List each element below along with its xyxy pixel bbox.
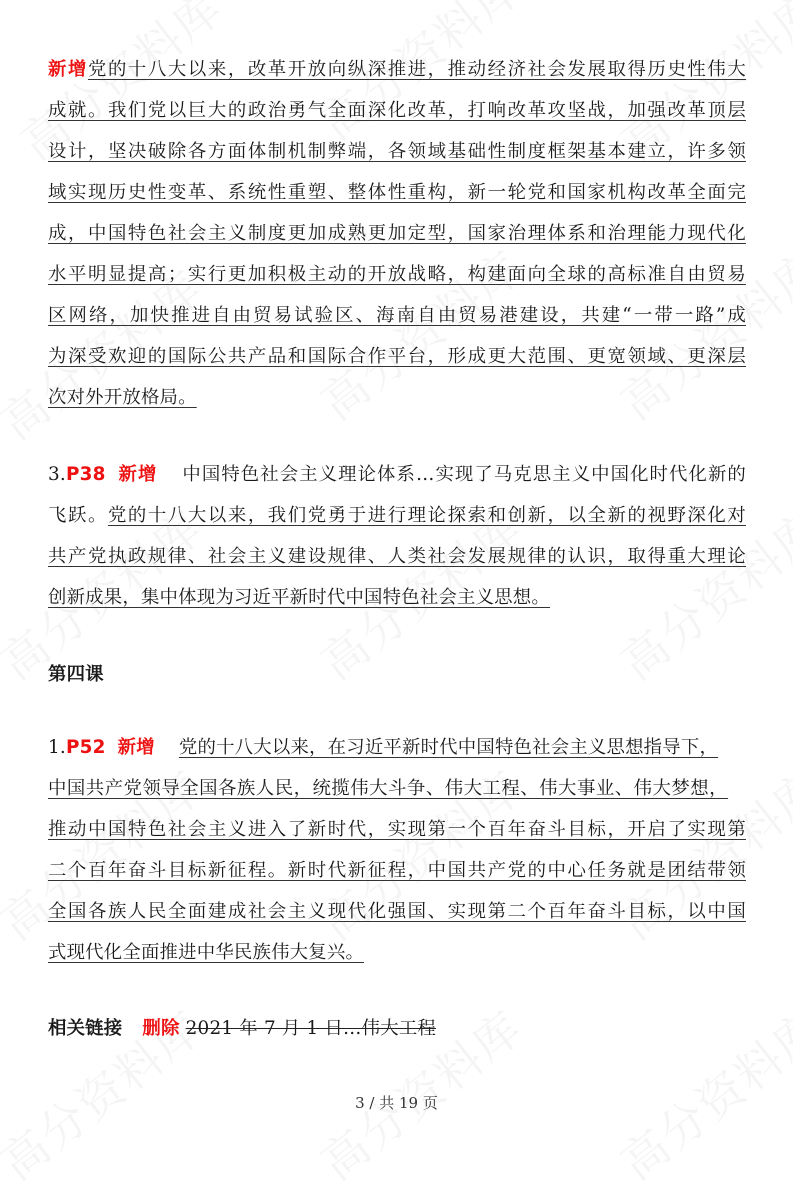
text-line (48, 503, 746, 529)
text-line: 区网络，加快推进自由贸易试验区、海南自由贸易港建设，共建“一带一路”成 (48, 305, 746, 326)
deleted-text: 2021 年 7 月 1 日…伟大工程 (185, 1018, 437, 1039)
item-number: 3. (48, 464, 66, 485)
text-line: 式现代化全面推进中华民族伟大复兴。 (48, 942, 365, 963)
text-line: 成，中国特色社会主义制度更加成熟更加定型，国家治理体系和治理能力现代化 (48, 223, 746, 244)
text-line: 推动中国特色社会主义进入了新时代，实现第一个百年奋斗目标，开启了实现第 (48, 819, 746, 840)
intro-text: 中国特色社会主义理论体系…实现了马克思主义中国化时代化新的 (182, 464, 746, 485)
item-number: 1. (48, 737, 66, 758)
text-line: 次对外开放格局。 (48, 387, 197, 408)
text-line: 全国各族人民全面建成社会主义现代化强国、实现第二个百年奋斗目标，以中国 (48, 901, 746, 922)
text-line: 水平明显提高；实行更加积极主动的开放战略，构建面向全球的高标准自由贸易 (48, 264, 746, 285)
page-ref: P38 (65, 464, 106, 485)
new-tag: 新增 (118, 464, 158, 485)
plain-text: 飞跃。 (48, 505, 108, 526)
item-header-line (48, 735, 718, 761)
text-line: 共产党执政规律、社会主义建设规律、人类社会发展规律的认识，取得重大理论 (48, 546, 746, 567)
delete-tag: 删除 (142, 1018, 180, 1039)
text-line: 中国共产党领导全国各族人民，统揽伟大斗争、伟大工程、伟大事业、伟大梦想， (48, 778, 729, 799)
new-tag: 新增 (48, 59, 88, 80)
item-header-line (48, 462, 746, 488)
text-line: 设计，坚决破除各方面体制机制弊端，各领域基础性制度框架基本建立，许多领 (48, 141, 746, 162)
text-line: 创新成果，集中体现为习近平新时代中国特色社会主义思想。 (48, 587, 550, 608)
added-text: 党的十八大以来，改革开放向纵深推进，推动经济社会发展取得历史性伟大 (87, 59, 746, 80)
text-line: 成就。我们党以巨大的政治勇气全面深化改革，打响改革攻坚战，加强改革顶层 (48, 100, 746, 121)
related-link-label: 相关链接 (48, 1018, 123, 1039)
text-line: 二个百年奋斗目标新征程。新时代新征程，中国共产党的中心任务就是团结带领 (48, 860, 746, 881)
text-line: 域实现历史性变革、系统性重塑、整体性重构，新一轮党和国家机构改革全面完 (48, 182, 746, 203)
new-tag: 新增 (117, 737, 155, 758)
related-link-line (48, 1016, 436, 1042)
section-heading: 第四课 (48, 664, 104, 685)
added-text: 党的十八大以来，我们党勇于进行理论探索和创新，以全新的视野深化对 (107, 505, 746, 526)
text-line (48, 57, 746, 83)
page-number-footer: 3 / 共 19 页 (355, 1094, 438, 1112)
text-line: 为深受欢迎的国际公共产品和国际合作平台，形成更大范围、更宽领域、更深层 (48, 346, 746, 367)
page-ref: P52 (65, 737, 106, 758)
added-text: 党的十八大以来，在习近平新时代中国特色社会主义思想指导下， (178, 737, 719, 758)
